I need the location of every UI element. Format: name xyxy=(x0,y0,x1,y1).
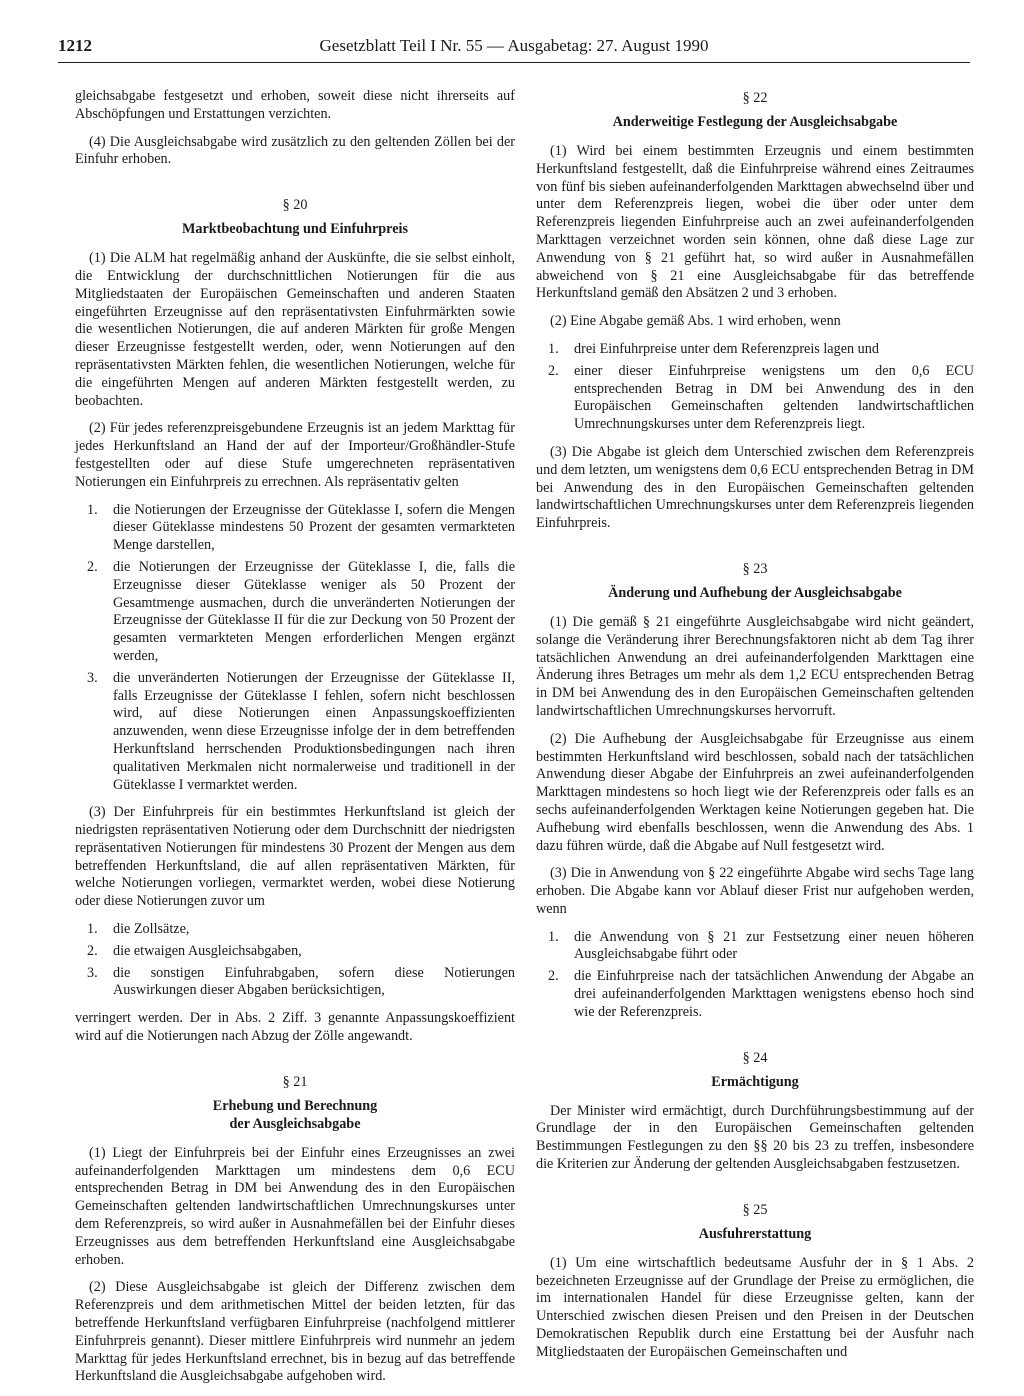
list-number: 2. xyxy=(548,968,559,985)
list-number: 1. xyxy=(87,921,98,938)
paragraph-continuation: verringert werden. Der in Abs. 2 Ziff. 3 genannte Anpassungskoeffizient wird auf die Notierungen nach Abzug der Zölle angewandt. xyxy=(75,1010,515,1045)
paragraph: (1) Die ALM hat regelmäßig anhand der Auskünfte, die sie selbst einholt, die Entwicklung der durchschnittlichen Notierungen für die aus Mitgliedstaaten der Europäischen Gemeinschaften und anderen Staaten eingeführten Erzeugnisse auf den repräsentativsten Einfuhrmärkten sowie die wesentlichen Notierungen, die auf anderen Märkten für große Mengen dieser Erzeugnisse festgestellt werden, oder, wenn Notierungen auf den repräsentativsten Märkten fehlen, die wesentlichen Notierungen, welche für die eingeführten Mengen auf anderen Märkten festgestellt werden, zu beobachten. xyxy=(75,250,515,409)
section-number: § 20 xyxy=(282,197,308,214)
list-number: 3. xyxy=(87,964,98,981)
paragraph: (1) Liegt der Einfuhrpreis bei der Einfuhr eines Erzeugnisses an zwei aufeinanderfolgenden Markttagen um mindestens dem 0,6 ECU entsprechenden Betrag in DM bei Anwendung des in den Europäischen Gemeinschaften geltenden landwirtschaftlichen Umrechnungskurses unter dem Referenzpreis, so wird außer in Ausnahmefällen bei der Einfuhr dieses Erzeugnisses aus dem betreffenden Herkunftsland eine Ausgleichsabgabe erhoben. xyxy=(75,1144,515,1268)
list-text: die Notierungen der Erzeugnisse der Güteklasse I, die, falls die Erzeugnisse dieser Güteklasse weniger als 50 Prozent der Gesamtmenge ausmachen, durch die unveränderten Notierungen der Erzeugnisse der Güteklasse II für die zur Deckung von 50 Prozent der gesamten vermarkteten Mengen erforderlichen Mengen ergänzt werden, xyxy=(113,558,515,664)
section-23-heading xyxy=(536,559,974,602)
list-item xyxy=(536,968,974,1021)
paragraph: Der Minister wird ermächtigt, durch Durchführungsbestimmung auf der Grundlage der in den Europäischen Gemeinschaften geltenden Bestimmungen Festlegungen zu den §§ 20 bis 23 zu treffen, insbesondere die Kriterien zur Änderung der geltenden Ausgleichsabgaben festzusetzen. xyxy=(536,1102,974,1173)
list-item xyxy=(75,670,515,795)
list-number: 2. xyxy=(87,558,98,575)
header-title: Gesetzblatt Teil I Nr. 55 — Ausgabetag: 27. August 1990 xyxy=(319,36,709,55)
paragraph: (1) Die gemäß § 21 eingeführte Ausgleichsabgabe wird nicht geändert, solange die Veränderung ihrer Berechnungsfaktoren nicht ab dem Tag ihrer tatsächlichen Anwendung an drei aufeinanderfolgenden Markttagen eine Änderung ihres Betrages um mehr als dem 1,2 ECU entsprechenden Betrag in DM bei Anwendung des in den Europäischen Gemeinschaften geltenden landwirtschaftlichen Umrechnungskurses hervorruft. xyxy=(536,613,974,719)
paragraph: (3) Die in Anwendung von § 22 eingeführte Abgabe wird sechs Tage lang erhoben. Die Abgabe kann vor Ablauf dieser Frist nur aufgehoben werden, wenn xyxy=(536,865,974,917)
enumerated-list xyxy=(75,502,515,795)
list-text: die Notierungen der Erzeugnisse der Güteklasse I, sofern die Mengen dieser Güteklasse mindestens 50 Prozent der gesamten vermarkteten Menge darstellen, xyxy=(113,501,515,554)
paragraph: (1) Wird bei einem bestimmten Erzeugnis und einem bestimmten Herkunftsland festgestellt, daß die Einfuhrpreise während eines Zeitraumes von fünf bis sieben aufeinanderfolgenden Markttagen abwechselnd über und unter dem Referenzpreis liegen, wobei die über oder unter dem Referenzpreis liegenden Einfuhrpreise auch an zwei aufeinanderfolgenden Markttagen verzeichnet worden sein können, ohne daß diese Lage zur Anwendung von § 21 geführt hat, so wird außer in Ausnahmefällen abweichend von § 21 eine Ausgleichsabgabe für das betreffende Herkunftsland gemäß den Absätzen 2 und 3 erhoben. xyxy=(536,143,974,302)
section-title: Anderweitige Festlegung der Ausgleichsabgabe xyxy=(612,114,898,130)
list-text: einer dieser Einfuhrpreise wenigstens um den 0,6 ECU entsprechenden Betrag in DM bei Anwendung des in den Europäischen Gemeinschaften geltenden landwirtschaftlichen Umrechnungskurses unter dem Referenzpreis liegt. xyxy=(574,362,974,433)
list-text: die Anwendung von § 21 zur Festsetzung einer neuen höheren Ausgleichsabgabe führt oder xyxy=(574,928,974,963)
section-number: § 23 xyxy=(742,560,768,577)
page-number: 1212 xyxy=(58,36,92,55)
list-text: die etwaigen Ausgleichsabgaben, xyxy=(113,942,302,959)
list-number: 1. xyxy=(548,340,559,357)
list-item xyxy=(75,943,515,961)
section-title-line-1: Erhebung und Berechnung xyxy=(212,1097,378,1114)
enumerated-list xyxy=(536,929,974,1022)
section-22-heading xyxy=(536,88,974,131)
list-number: 1. xyxy=(548,928,559,945)
paragraph-continuation: gleichsabgabe festgesetzt und erhoben, soweit diese nicht ihrerseits auf Abschöpfungen und Erstattungen verzichten. xyxy=(75,88,515,122)
section-number: § 22 xyxy=(742,90,768,106)
list-number: 3. xyxy=(87,669,98,686)
paragraph: (2) Die Aufhebung der Ausgleichsabgabe für Erzeugnisse aus einem bestimmten Herkunftsland wird beschlossen, sobald nach der tatsächlichen Anwendung dieser Abgabe der Einfuhrpreis an zwei aufeinanderfolgenden Markttagen mindestens so hoch liegt wie der Referenzpreis oder falls es an sechs aufeinanderfolgenden Werktagen keine Notierungen gegeben hat. Die Aufhebung wird ebenfalls beschlossen, wenn die Anwendung des Abs. 1 dazu führen würde, daß die Abgabe auf Null festgesetzt wird. xyxy=(536,730,974,854)
page-header xyxy=(58,34,970,63)
paragraph: (3) Der Einfuhrpreis für ein bestimmtes Herkunftsland ist gleich der niedrigsten repräsentativen Notierung oder dem Durchschnitt der niedrigsten repräsentativen Notierungen für mindestens 30 Prozent der Mengen aus dem betreffenden Herkunftsland, die auf allen repräsentativen Märkten, für welche Notierungen vorliegen, vermarktet werden, wobei diese Notierung oder diese Notierungen zuvor um xyxy=(75,804,515,910)
list-number: 2. xyxy=(87,942,98,959)
paragraph: (1) Um eine wirtschaftlich bedeutsame Ausfuhr der in § 1 Abs. 2 bezeichneten Erzeugnisse auf der Grundlage der Preise zu ermöglichen, die im internationalen Handel für diese Erzeugnisse gelten, kann der Unterschied zwischen diesen Preisen und den Preisen in der Deutschen Demokratischen Republik durch eine Erstattung bei der Ausfuhr nach Mitgliedstaaten der Europäischen Gemeinschaften und xyxy=(536,1254,974,1360)
section-title: Ermächtigung xyxy=(711,1073,799,1090)
list-item xyxy=(536,929,974,965)
list-text: drei Einfuhrpreise unter dem Referenzpreis lagen und xyxy=(574,340,879,357)
list-number: 1. xyxy=(87,501,98,518)
section-number: § 25 xyxy=(742,1201,768,1218)
section-title: Ausfuhrerstattung xyxy=(698,1225,812,1242)
section-title: Marktbeobachtung und Einfuhrpreis xyxy=(181,221,408,238)
paragraph: (3) Die Abgabe ist gleich dem Unterschied zwischen dem Referenzpreis und dem letzten, um wenigstens dem 0,6 ECU entsprechenden Betrag in DM bei Anwendung des in den Europäischen Gemeinschaften geltenden landwirtschaftlichen Umrechnungskurses unter dem Referenzpreis liegenden Einfuhrpreis. xyxy=(536,443,974,532)
paragraph: (2) Eine Abgabe gemäß Abs. 1 wird erhoben, wenn xyxy=(550,313,841,330)
list-number: 2. xyxy=(548,362,559,379)
list-item xyxy=(536,363,974,434)
list-text: die Zollsätze, xyxy=(113,921,190,938)
list-text: die Einfuhrpreise nach der tatsächlichen Anwendung der Abgabe an drei aufeinanderfolgenden Markttagen wenigstens ebenso hoch sind wie der Referenzpreis. xyxy=(574,968,974,1020)
paragraph: (2) Diese Ausgleichsabgabe ist gleich der Differenz zwischen dem Referenzpreis und dem arithmetischen Mittel der beiden letzten, für das betreffende Herkunftsland verfügbaren Einfuhrpreise (nachfolgend mittlerer Einfuhrpreis genannt). Dieser mittlere Einfuhrpreis wird nunmehr an jedem Markttag für jedes Herkunftsland errechnet, bis in bezug auf das betreffende Herkunftsland die Ausgleichsabgabe aufgehoben wird. xyxy=(75,1279,515,1385)
left-column xyxy=(75,88,515,1396)
list-item xyxy=(75,965,515,1001)
section-20-heading xyxy=(75,195,515,238)
list-item xyxy=(536,341,974,359)
list-item xyxy=(75,502,515,555)
list-text: die sonstigen Einfuhrabgaben, sofern diese Notierungen Auswirkungen dieser Abgaben berücksichtigen, xyxy=(113,964,515,999)
paragraph: (4) Die Ausgleichsabgabe wird zusätzlich zu den geltenden Zöllen bei der Einfuhr erhoben. xyxy=(75,133,515,168)
list-item xyxy=(75,921,515,939)
section-number: § 21 xyxy=(282,1073,308,1090)
enumerated-list xyxy=(536,341,974,434)
section-number: § 24 xyxy=(742,1049,768,1066)
paragraph: (2) Für jedes referenzpreisgebundene Erzeugnis ist an jedem Markttag für jedes Herkunftsland an Hand der auf der Importeur/Großhändler-Stufe festgestellten oder auf diese Stufe umgerechneten repräsentativen Notierungen ein Einfuhrpreis zu errechnen. Als repräsentativ gelten xyxy=(75,420,515,490)
section-24-heading xyxy=(536,1048,974,1091)
list-text: die unveränderten Notierungen der Erzeugnisse der Güteklasse II, falls Erzeugnisse der Güteklasse I fehlen, sofern nicht beschlossen wird, auf diese Notierungen einen Anpassungskoeffizienten anzuwenden, wenn diese Erzeugnisse infolge der in dem betreffenden Herkunftsland herrschenden Produktionsbedingungen nach ihren qualitativen Merkmalen nicht normalerweise und traditionell in der Güteklasse I vermarktet werden. xyxy=(113,669,515,793)
section-title-line-2: der Ausgleichsabgabe xyxy=(229,1115,361,1132)
section-25-heading xyxy=(536,1200,974,1243)
section-title: Änderung und Aufhebung der Ausgleichsabgabe xyxy=(608,584,902,601)
section-21-heading xyxy=(75,1072,515,1133)
right-column xyxy=(536,88,974,1372)
list-item xyxy=(75,559,515,666)
enumerated-list xyxy=(75,921,515,1000)
